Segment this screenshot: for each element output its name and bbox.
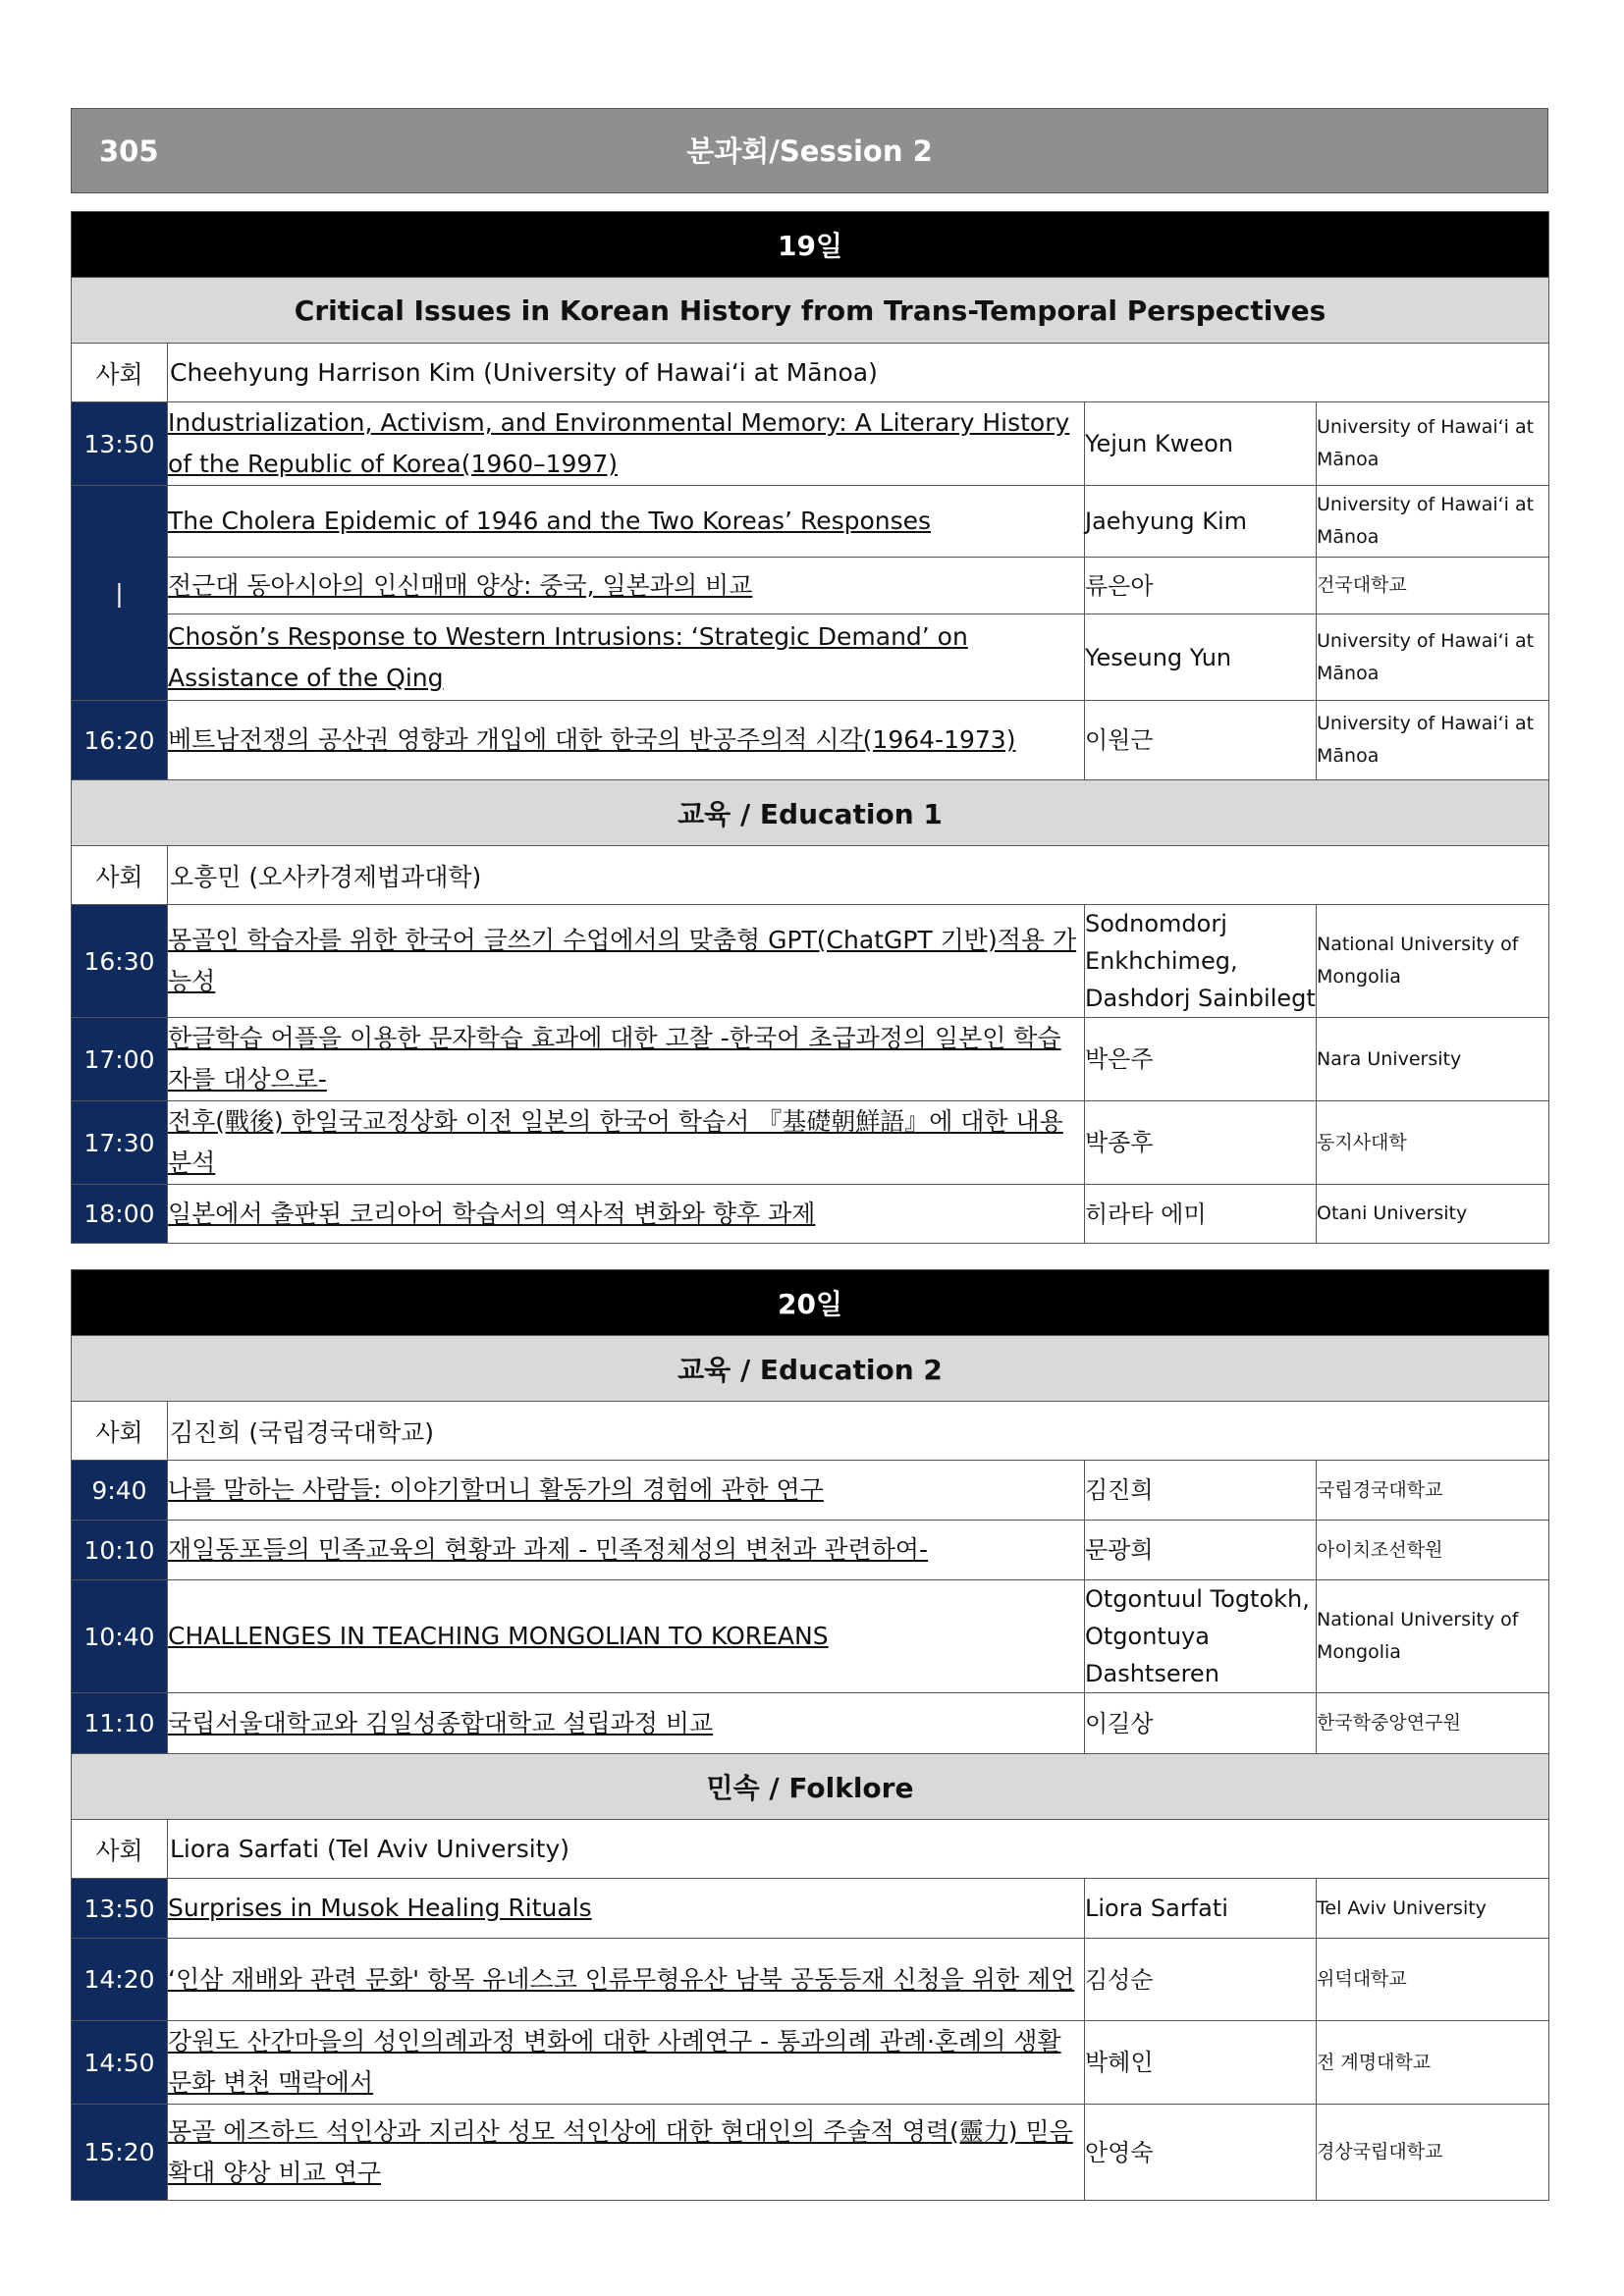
- affiliation: Otani University: [1317, 1185, 1549, 1244]
- table-row: [72, 558, 1549, 614]
- chair-label: 사회: [72, 344, 168, 402]
- paper-title: 일본에서 출판된 코리아어 학습서의 역사적 변화와 향후 과제: [168, 1185, 1085, 1244]
- table-row: [72, 1461, 1549, 1521]
- table-row: [72, 486, 1549, 558]
- room-number: 305: [99, 134, 159, 168]
- paper-title: The Cholera Epidemic of 1946 and the Two Koreas’ Responses: [168, 486, 1085, 558]
- section-title: 교육 / Education 2: [72, 1336, 1549, 1402]
- time-slot: |: [72, 486, 168, 701]
- table-row: [72, 1879, 1549, 1939]
- affiliation: 전 계명대학교: [1317, 2021, 1549, 2105]
- paper-title: 베트남전쟁의 공산권 영향과 개입에 대한 한국의 반공주의적 시각(1964-1973): [168, 701, 1085, 780]
- time-slot: 13:50: [72, 402, 168, 486]
- affiliation: National University of Mongolia: [1317, 905, 1549, 1018]
- affiliation: Nara University: [1317, 1018, 1549, 1101]
- affiliation: 한국학중앙연구원: [1317, 1693, 1549, 1754]
- paper-title: 전근대 동아시아의 인신매매 양상: 중국, 일본과의 비교: [168, 558, 1085, 614]
- affiliation: University of Hawai‘i at Mānoa: [1317, 486, 1549, 558]
- presenter: 이원근: [1085, 701, 1317, 780]
- time-slot: 10:10: [72, 1521, 168, 1580]
- table-row: [72, 1521, 1549, 1580]
- time-slot: 17:30: [72, 1101, 168, 1185]
- paper-title: 강원도 산간마을의 성인의례과정 변화에 대한 사례연구 - 통과의례 관례·혼례의 생활문화 변천 맥락에서: [168, 2021, 1085, 2105]
- affiliation: University of Hawai‘i at Mānoa: [1317, 402, 1549, 486]
- table-row: [72, 2105, 1549, 2201]
- table-row: [72, 1101, 1549, 1185]
- table-row: [72, 402, 1549, 486]
- affiliation: 아이치조선학원: [1317, 1521, 1549, 1580]
- presenter: 문광희: [1085, 1521, 1317, 1580]
- time-slot: 18:00: [72, 1185, 168, 1244]
- chair-name: Cheehyung Harrison Kim (University of Hawai‘i at Mānoa): [168, 344, 1549, 402]
- time-slot: 16:20: [72, 701, 168, 780]
- presenter: 박혜인: [1085, 2021, 1317, 2105]
- chair-name: 오흥민 (오사카경제법과대학): [168, 846, 1549, 905]
- section-title: Critical Issues in Korean History from Trans-Temporal Perspectives: [72, 278, 1549, 344]
- presenter: 박은주: [1085, 1018, 1317, 1101]
- affiliation: University of Hawai‘i at Mānoa: [1317, 614, 1549, 701]
- paper-title: 전후(戰後) 한일국교정상화 이전 일본의 한국어 학습서 『基礎朝鮮語』에 대한 내용 분석: [168, 1101, 1085, 1185]
- paper-title: CHALLENGES IN TEACHING MONGOLIAN TO KOREANS: [168, 1580, 1085, 1693]
- paper-title: Chosŏn’s Response to Western Intrusions: ‘Strategic Demand’ on Assistance of the Qing: [168, 614, 1085, 701]
- paper-title: Industrialization, Activism, and Environmental Memory: A Literary History of the Republic of Korea(1960–1997): [168, 402, 1085, 486]
- table-row: [72, 1018, 1549, 1101]
- time-slot: 14:20: [72, 1939, 168, 2021]
- paper-title: 나를 말하는 사람들: 이야기할머니 활동가의 경험에 관한 연구: [168, 1461, 1085, 1521]
- table-row: [72, 905, 1549, 1018]
- time-slot: 13:50: [72, 1879, 168, 1939]
- table-row: [72, 2021, 1549, 2105]
- affiliation: 경상국립대학교: [1317, 2105, 1549, 2201]
- affiliation: 위덕대학교: [1317, 1939, 1549, 2021]
- affiliation: National University of Mongolia: [1317, 1580, 1549, 1693]
- chair-label: 사회: [72, 1402, 168, 1461]
- affiliation: University of Hawai‘i at Mānoa: [1317, 701, 1549, 780]
- paper-title: ‘인삼 재배와 관련 문화' 항목 유네스코 인류무형유산 남북 공동등재 신청을 위한 제언: [168, 1939, 1085, 2021]
- paper-title: 국립서울대학교와 김일성종합대학교 설립과정 비교: [168, 1693, 1085, 1754]
- table-row: [72, 614, 1549, 701]
- day-heading: 19일: [72, 212, 1549, 278]
- presenter: Yejun Kweon: [1085, 402, 1317, 486]
- presenter: Liora Sarfati: [1085, 1879, 1317, 1939]
- table-row: [72, 1693, 1549, 1754]
- presenter: Jaehyung Kim: [1085, 486, 1317, 558]
- session-title: 분과회/Session 2: [686, 134, 933, 168]
- table-row: [72, 701, 1549, 780]
- paper-title: 한글학습 어플을 이용한 문자학습 효과에 대한 고찰 -한국어 초급과정의 일본인 학습자를 대상으로-: [168, 1018, 1085, 1101]
- presenter: 안영숙: [1085, 2105, 1317, 2201]
- time-slot: 10:40: [72, 1580, 168, 1693]
- schedule-day-19: [71, 211, 1549, 1244]
- chair-label: 사회: [72, 1820, 168, 1879]
- presenter: 히라타 에미: [1085, 1185, 1317, 1244]
- presenter: Yeseung Yun: [1085, 614, 1317, 701]
- affiliation: 국립경국대학교: [1317, 1461, 1549, 1521]
- affiliation: 동지사대학: [1317, 1101, 1549, 1185]
- paper-title: 몽골 에즈하드 석인상과 지리산 성모 석인상에 대한 현대인의 주술적 영력(靈力) 믿음 확대 양상 비교 연구: [168, 2105, 1085, 2201]
- schedule-day-20: [71, 1269, 1549, 2201]
- time-slot: 17:00: [72, 1018, 168, 1101]
- presenter: 류은아: [1085, 558, 1317, 614]
- time-slot: 14:50: [72, 2021, 168, 2105]
- presenter: 김진희: [1085, 1461, 1317, 1521]
- day-heading: 20일: [72, 1270, 1549, 1336]
- presenter: 박종후: [1085, 1101, 1317, 1185]
- presenter: 김성순: [1085, 1939, 1317, 2021]
- table-row: [72, 1939, 1549, 2021]
- affiliation: 건국대학교: [1317, 558, 1549, 614]
- paper-title: 재일동포들의 민족교육의 현황과 과제 - 민족정체성의 변천과 관련하여-: [168, 1521, 1085, 1580]
- session-header: [71, 108, 1548, 193]
- chair-label: 사회: [72, 846, 168, 905]
- table-row: [72, 1185, 1549, 1244]
- time-slot: 16:30: [72, 905, 168, 1018]
- time-slot: 11:10: [72, 1693, 168, 1754]
- time-slot: 9:40: [72, 1461, 168, 1521]
- section-title: 교육 / Education 1: [72, 780, 1549, 846]
- presenter: Sodnomdorj Enkhchimeg, Dashdorj Sainbilegt: [1085, 905, 1317, 1018]
- affiliation: Tel Aviv University: [1317, 1879, 1549, 1939]
- chair-name: 김진희 (국립경국대학교): [168, 1402, 1549, 1461]
- presenter: 이길상: [1085, 1693, 1317, 1754]
- table-row: [72, 1580, 1549, 1693]
- paper-title: Surprises in Musok Healing Rituals: [168, 1879, 1085, 1939]
- section-title: 민속 / Folklore: [72, 1754, 1549, 1820]
- chair-name: Liora Sarfati (Tel Aviv University): [168, 1820, 1549, 1879]
- time-slot: 15:20: [72, 2105, 168, 2201]
- presenter: Otgontuul Togtokh, Otgontuya Dashtseren: [1085, 1580, 1317, 1693]
- paper-title: 몽골인 학습자를 위한 한국어 글쓰기 수업에서의 맞춤형 GPT(ChatGPT 기반)적용 가능성: [168, 905, 1085, 1018]
